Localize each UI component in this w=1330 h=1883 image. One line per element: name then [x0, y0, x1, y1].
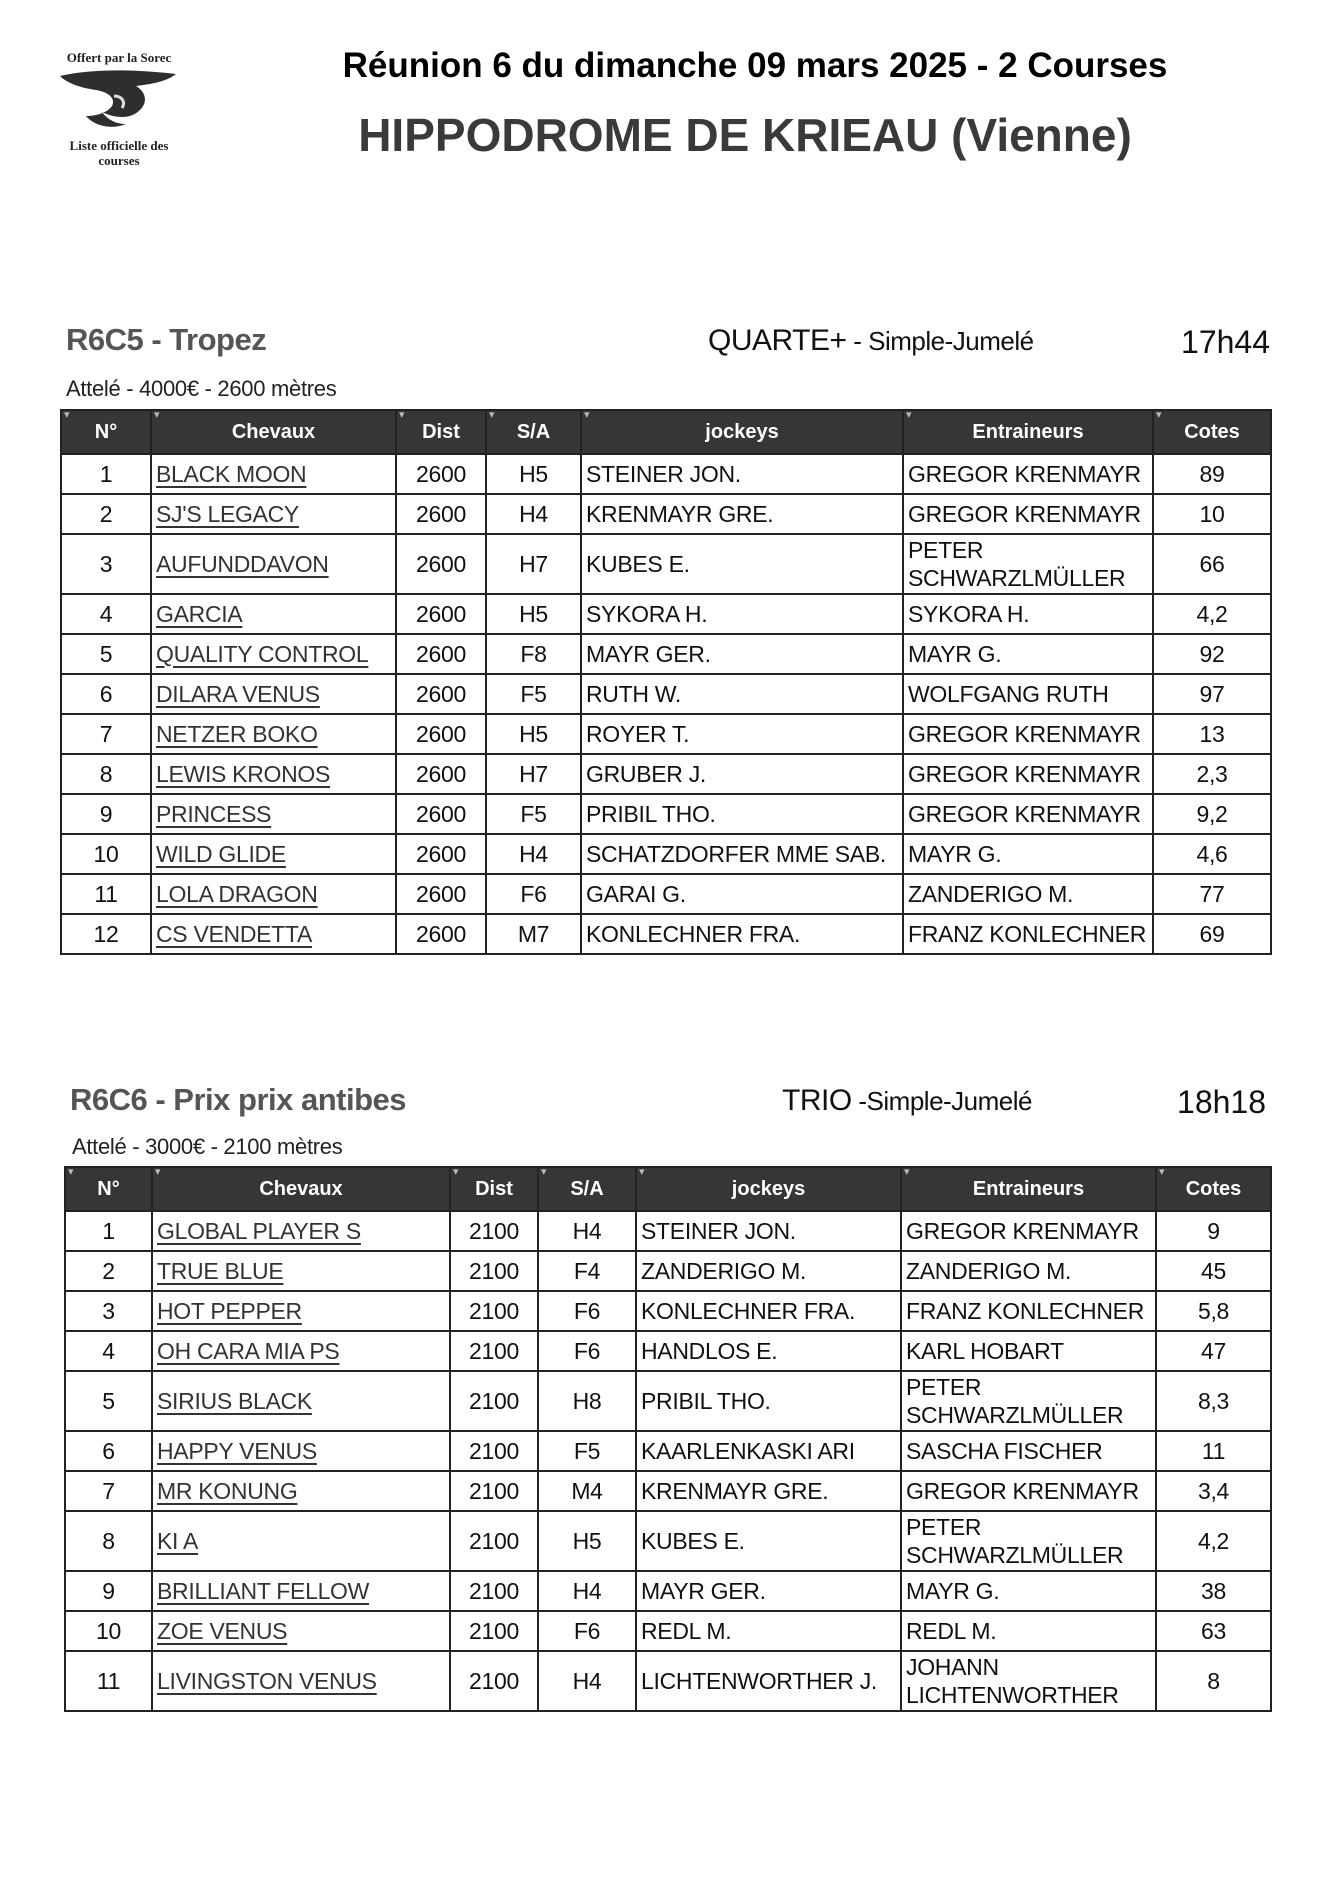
- horse-name[interactable]: WILD GLIDE: [151, 834, 396, 874]
- distance: 2100: [450, 1291, 538, 1331]
- horse-name[interactable]: MR KONUNG: [152, 1471, 450, 1511]
- trainer-name: GREGOR KRENMAYR: [903, 494, 1153, 534]
- sex-age: H4: [538, 1211, 636, 1251]
- odds-value: 45: [1156, 1251, 1271, 1291]
- trainer-name: KARL HOBART: [901, 1331, 1156, 1371]
- sex-age: M4: [538, 1471, 636, 1511]
- horse-logo-icon: [56, 66, 182, 138]
- trainer-name: PETER SCHWARZLMÜLLER: [901, 1371, 1156, 1431]
- odds-value: 92: [1153, 634, 1271, 674]
- venue-title: HIPPODROME DE KRIEAU (Vienne): [358, 109, 1132, 161]
- trainer-name: FRANZ KONLECHNER: [903, 914, 1153, 954]
- runner-number: 5: [65, 1371, 152, 1431]
- col-distance: ▾ Dist: [396, 410, 486, 454]
- sex-age: M7: [486, 914, 581, 954]
- trainer-name: ZANDERIGO M.: [903, 874, 1153, 914]
- col-odds: ▾ Cotes: [1153, 410, 1271, 454]
- race-name: R6C6 - Prix prix antibes: [70, 1082, 407, 1117]
- jockey-name: ROYER T.: [581, 714, 903, 754]
- race-time: 17h44: [1181, 324, 1270, 360]
- table-row: [61, 714, 1271, 754]
- table-row: [65, 1371, 1271, 1431]
- table-row: [61, 754, 1271, 794]
- distance: 2100: [450, 1251, 538, 1291]
- odds-value: 8: [1156, 1651, 1271, 1711]
- sex-age: H4: [538, 1651, 636, 1711]
- horse-name[interactable]: LEWIS KRONOS: [151, 754, 396, 794]
- runner-number: 8: [65, 1511, 152, 1571]
- runner-number: 11: [61, 874, 151, 914]
- odds-value: 10: [1153, 494, 1271, 534]
- table-row: [65, 1331, 1271, 1371]
- runner-number: 3: [65, 1291, 152, 1331]
- col-sex-age: ▾ S/A: [486, 410, 581, 454]
- runner-number: 8: [61, 754, 151, 794]
- table-row: [65, 1611, 1271, 1651]
- table-header-row: [61, 410, 1271, 454]
- jockey-name: SYKORA H.: [581, 594, 903, 634]
- table-row: [61, 914, 1271, 954]
- sex-age: F5: [538, 1431, 636, 1471]
- odds-value: 89: [1153, 454, 1271, 494]
- horse-name[interactable]: HOT PEPPER: [152, 1291, 450, 1331]
- horse-name[interactable]: OH CARA MIA PS: [152, 1331, 450, 1371]
- trainer-name: MAYR G.: [901, 1571, 1156, 1611]
- odds-value: 63: [1156, 1611, 1271, 1651]
- horse-name[interactable]: GLOBAL PLAYER S: [152, 1211, 450, 1251]
- trainer-name: SASCHA FISCHER: [901, 1431, 1156, 1471]
- col-odds: ▾ Cotes: [1156, 1167, 1271, 1211]
- jockey-name: KAARLENKASKI ARI: [636, 1431, 901, 1471]
- jockey-name: MAYR GER.: [636, 1571, 901, 1611]
- distance: 2600: [396, 834, 486, 874]
- odds-value: 77: [1153, 874, 1271, 914]
- table-header-row: [65, 1167, 1271, 1211]
- sex-age: H7: [486, 754, 581, 794]
- table-row: [61, 594, 1271, 634]
- table-row: [61, 794, 1271, 834]
- odds-value: 47: [1156, 1331, 1271, 1371]
- sex-age: H5: [486, 454, 581, 494]
- bet-extra: -Simple-Jumelé: [851, 1086, 1032, 1116]
- distance: 2600: [396, 494, 486, 534]
- race-name: R6C5 - Tropez: [66, 322, 267, 357]
- runner-number: 6: [65, 1431, 152, 1471]
- jockey-name: HANDLOS E.: [636, 1331, 901, 1371]
- col-jockeys: ▾ jockeys: [581, 410, 903, 454]
- distance: 2100: [450, 1431, 538, 1471]
- trainer-name: GREGOR KRENMAYR: [903, 794, 1153, 834]
- horse-name[interactable]: BRILLIANT FELLOW: [152, 1571, 450, 1611]
- runner-number: 3: [61, 534, 151, 594]
- jockey-name: REDL M.: [636, 1611, 901, 1651]
- runner-number: 6: [61, 674, 151, 714]
- table-row: [65, 1511, 1271, 1571]
- runner-number: 2: [61, 494, 151, 534]
- trainer-name: MAYR G.: [903, 634, 1153, 674]
- horse-name[interactable]: SIRIUS BLACK: [152, 1371, 450, 1431]
- distance: 2600: [396, 454, 486, 494]
- horse-name[interactable]: QUALITY CONTROL: [151, 634, 396, 674]
- table-row: [65, 1431, 1271, 1471]
- race-bet-type: [782, 1084, 1032, 1118]
- table-row: [65, 1571, 1271, 1611]
- runner-number: 9: [65, 1571, 152, 1611]
- odds-value: 11: [1156, 1431, 1271, 1471]
- sex-age: F6: [486, 874, 581, 914]
- jockey-name: RUTH W.: [581, 674, 903, 714]
- sex-age: H5: [486, 594, 581, 634]
- jockey-name: KRENMAYR GRE.: [636, 1471, 901, 1511]
- race-header: [70, 1082, 1266, 1122]
- table-row: [61, 634, 1271, 674]
- trainer-name: REDL M.: [901, 1611, 1156, 1651]
- trainer-name: FRANZ KONLECHNER: [901, 1291, 1156, 1331]
- distance: 2600: [396, 794, 486, 834]
- race-time: 18h18: [1177, 1084, 1266, 1120]
- odds-value: 9,2: [1153, 794, 1271, 834]
- distance: 2600: [396, 634, 486, 674]
- distance: 2100: [450, 1471, 538, 1511]
- table-row: [65, 1251, 1271, 1291]
- jockey-name: MAYR GER.: [581, 634, 903, 674]
- distance: 2100: [450, 1331, 538, 1371]
- horse-name[interactable]: SJ'S LEGACY: [151, 494, 396, 534]
- sex-age: H5: [538, 1511, 636, 1571]
- sex-age: H7: [486, 534, 581, 594]
- distance: 2600: [396, 754, 486, 794]
- col-number: ▾ N°: [61, 410, 151, 454]
- sorec-logo: [56, 50, 182, 170]
- logo-bottom-text: Liste officielle des courses: [69, 138, 169, 168]
- jockey-name: KONLECHNER FRA.: [581, 914, 903, 954]
- jockey-name: STEINER JON.: [581, 454, 903, 494]
- horse-name[interactable]: CS VENDETTA: [151, 914, 396, 954]
- odds-value: 69: [1153, 914, 1271, 954]
- table-row: [61, 454, 1271, 494]
- odds-value: 8,3: [1156, 1371, 1271, 1431]
- runner-number: 10: [65, 1611, 152, 1651]
- jockey-name: LICHTENWORTHER J.: [636, 1651, 901, 1711]
- horse-name[interactable]: LOLA DRAGON: [151, 874, 396, 914]
- trainer-name: ZANDERIGO M.: [901, 1251, 1156, 1291]
- odds-value: 38: [1156, 1571, 1271, 1611]
- race-details: Attelé - 3000€ - 2100 mètres: [72, 1134, 343, 1159]
- jockey-name: KUBES E.: [581, 534, 903, 594]
- table-row: [65, 1471, 1271, 1511]
- race-header: [66, 322, 1270, 362]
- table-row: [65, 1291, 1271, 1331]
- distance: 2600: [396, 674, 486, 714]
- trainer-name: JOHANN LICHTENWORTHER: [901, 1651, 1156, 1711]
- runner-number: 5: [61, 634, 151, 674]
- odds-value: 4,2: [1153, 594, 1271, 634]
- col-distance: ▾ Dist: [450, 1167, 538, 1211]
- distance: 2100: [450, 1511, 538, 1571]
- trainer-name: SYKORA H.: [903, 594, 1153, 634]
- odds-value: 66: [1153, 534, 1271, 594]
- table-row: [65, 1651, 1271, 1711]
- sex-age: H4: [486, 494, 581, 534]
- jockey-name: GRUBER J.: [581, 754, 903, 794]
- bet-label: TRIO: [782, 1084, 852, 1117]
- odds-value: 4,2: [1156, 1511, 1271, 1571]
- table-row: [61, 874, 1271, 914]
- sex-age: F6: [538, 1611, 636, 1651]
- odds-value: 5,8: [1156, 1291, 1271, 1331]
- table-row: [61, 494, 1271, 534]
- col-trainers: ▾ Entraineurs: [903, 410, 1153, 454]
- jockey-name: KRENMAYR GRE.: [581, 494, 903, 534]
- runner-number: 7: [65, 1471, 152, 1511]
- runner-number: 4: [65, 1331, 152, 1371]
- distance: 2600: [396, 534, 486, 594]
- odds-value: 4,6: [1153, 834, 1271, 874]
- runner-number: 2: [65, 1251, 152, 1291]
- sex-age: H4: [538, 1571, 636, 1611]
- jockey-name: GARAI G.: [581, 874, 903, 914]
- horse-name[interactable]: NETZER BOKO: [151, 714, 396, 754]
- table-row: [61, 674, 1271, 714]
- sex-age: F4: [538, 1251, 636, 1291]
- trainer-name: WOLFGANG RUTH: [903, 674, 1153, 714]
- distance: 2100: [450, 1611, 538, 1651]
- sex-age: H8: [538, 1371, 636, 1431]
- odds-value: 3,4: [1156, 1471, 1271, 1511]
- horse-name[interactable]: HAPPY VENUS: [152, 1431, 450, 1471]
- distance: 2600: [396, 594, 486, 634]
- trainer-name: PETER SCHWARZLMÜLLER: [903, 534, 1153, 594]
- table-row: [65, 1211, 1271, 1251]
- sex-age: F6: [538, 1331, 636, 1371]
- col-trainers: ▾ Entraineurs: [901, 1167, 1156, 1211]
- runner-number: 10: [61, 834, 151, 874]
- trainer-name: GREGOR KRENMAYR: [903, 454, 1153, 494]
- col-horses: ▾ Chevaux: [151, 410, 396, 454]
- runner-number: 9: [61, 794, 151, 834]
- jockey-name: KONLECHNER FRA.: [636, 1291, 901, 1331]
- race-bet-type: [708, 324, 1034, 358]
- horse-name[interactable]: BLACK MOON: [151, 454, 396, 494]
- runner-number: 1: [61, 454, 151, 494]
- odds-value: 9: [1156, 1211, 1271, 1251]
- trainer-name: GREGOR KRENMAYR: [903, 754, 1153, 794]
- distance: 2600: [396, 714, 486, 754]
- bet-label: QUARTE+: [708, 324, 847, 357]
- jockey-name: PRIBIL THO.: [581, 794, 903, 834]
- col-horses: ▾ Chevaux: [152, 1167, 450, 1211]
- horse-name[interactable]: DILARA VENUS: [151, 674, 396, 714]
- col-number: ▾ N°: [65, 1167, 152, 1211]
- runner-number: 1: [65, 1211, 152, 1251]
- jockey-name: ZANDERIGO M.: [636, 1251, 901, 1291]
- trainer-name: GREGOR KRENMAYR: [901, 1471, 1156, 1511]
- race-table: [60, 409, 1272, 955]
- bet-extra: - Simple-Jumelé: [846, 326, 1034, 356]
- horse-name[interactable]: AUFUNDDAVON: [151, 534, 396, 594]
- meeting-title: Réunion 6 du dimanche 09 mars 2025 - 2 Courses: [342, 46, 1168, 85]
- runner-number: 12: [61, 914, 151, 954]
- sex-age: F6: [538, 1291, 636, 1331]
- horse-name[interactable]: GARCIA: [151, 594, 396, 634]
- horse-name[interactable]: PRINCESS: [151, 794, 396, 834]
- race-details: Attelé - 4000€ - 2600 mètres: [66, 376, 337, 401]
- horse-name[interactable]: TRUE BLUE: [152, 1251, 450, 1291]
- sex-age: F8: [486, 634, 581, 674]
- jockey-name: KUBES E.: [636, 1511, 901, 1571]
- sex-age: H4: [486, 834, 581, 874]
- jockey-name: PRIBIL THO.: [636, 1371, 901, 1431]
- odds-value: 2,3: [1153, 754, 1271, 794]
- logo-top-text: Offert par la Sorec: [66, 50, 172, 65]
- horse-name[interactable]: KI A: [152, 1511, 450, 1571]
- table-row: [61, 534, 1271, 594]
- jockey-name: STEINER JON.: [636, 1211, 901, 1251]
- horse-name[interactable]: LIVINGSTON VENUS: [152, 1651, 450, 1711]
- odds-value: 13: [1153, 714, 1271, 754]
- distance: 2100: [450, 1651, 538, 1711]
- col-sex-age: ▾ S/A: [538, 1167, 636, 1211]
- distance: 2600: [396, 914, 486, 954]
- distance: 2600: [396, 874, 486, 914]
- distance: 2100: [450, 1371, 538, 1431]
- runner-number: 4: [61, 594, 151, 634]
- horse-name[interactable]: ZOE VENUS: [152, 1611, 450, 1651]
- race-table: [64, 1166, 1272, 1712]
- runner-number: 7: [61, 714, 151, 754]
- trainer-name: MAYR G.: [903, 834, 1153, 874]
- col-jockeys: ▾ jockeys: [636, 1167, 901, 1211]
- jockey-name: SCHATZDORFER MME SAB.: [581, 834, 903, 874]
- trainer-name: GREGOR KRENMAYR: [901, 1211, 1156, 1251]
- sex-age: H5: [486, 714, 581, 754]
- trainer-name: GREGOR KRENMAYR: [903, 714, 1153, 754]
- sex-age: F5: [486, 674, 581, 714]
- distance: 2100: [450, 1211, 538, 1251]
- table-row: [61, 834, 1271, 874]
- runner-number: 11: [65, 1651, 152, 1711]
- trainer-name: PETER SCHWARZLMÜLLER: [901, 1511, 1156, 1571]
- sex-age: F5: [486, 794, 581, 834]
- distance: 2100: [450, 1571, 538, 1611]
- odds-value: 97: [1153, 674, 1271, 714]
